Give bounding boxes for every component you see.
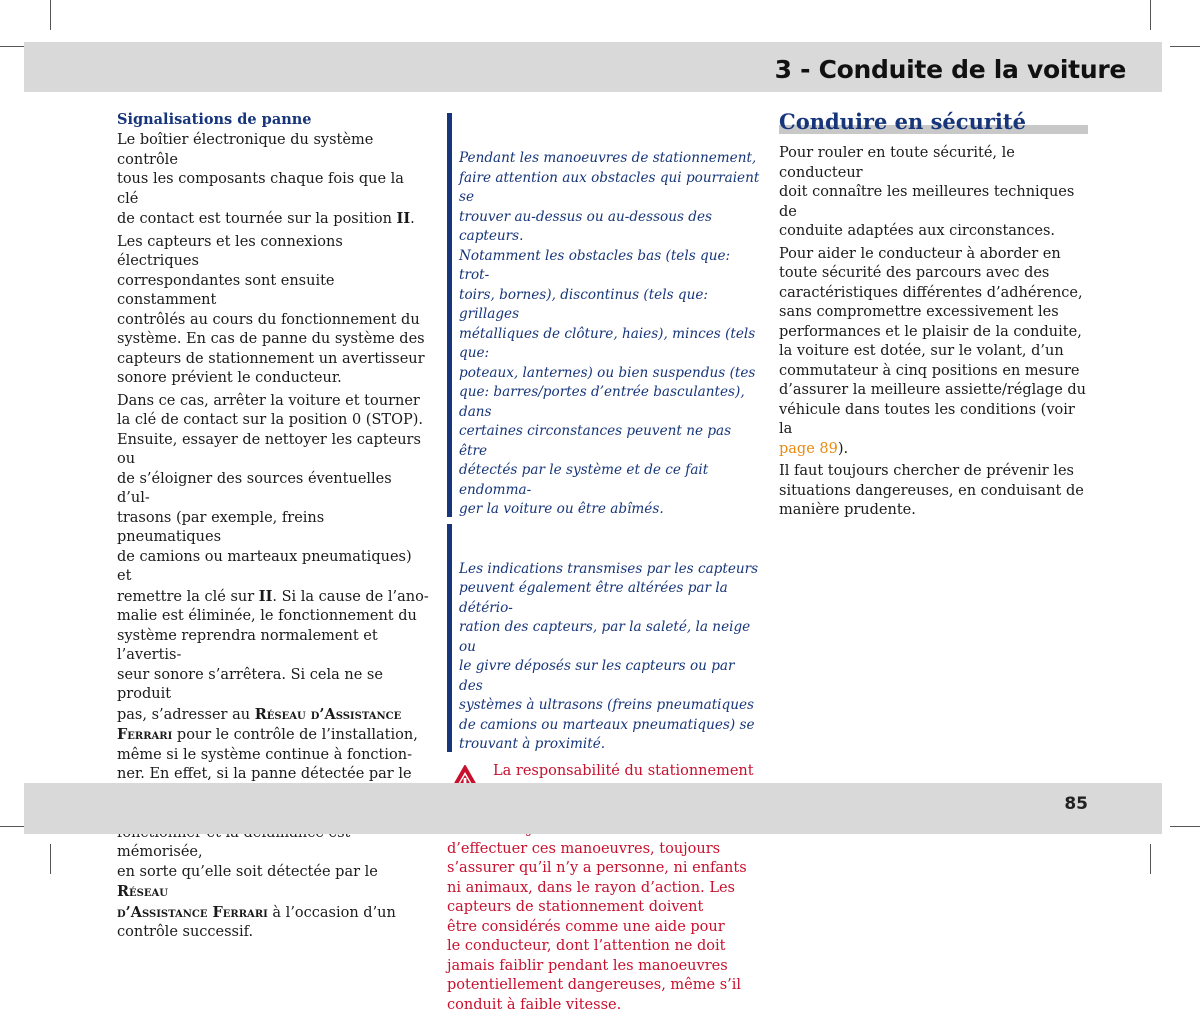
page-link[interactable]: page 89 [779,441,838,457]
warning-text: La responsabilité du stationnement [447,762,762,821]
column-middle [447,110,762,1015]
crop-mark [1170,46,1200,47]
footer-band [24,783,1162,834]
paragraph: Il faut toujours chercher de prévenir les situations dangereuses, en conduisant de manière prudente. [779,462,1089,521]
network-name: Réseau d’Assistance Ferrari [117,883,268,921]
chapter-title: 3 - Conduite de la voiture [775,55,1126,84]
column-right [779,110,1089,521]
note-bar [447,113,452,517]
paragraph: Pour aider le conducteur à aborder en toute sécurité des parcours avec des caractéristiques différentes d’adhérence, sans compromettre excessivement les performances et le plaisir de la conduite, la voiture est dotée, sur le volant, d’un commutateur à cinq positions en mesure d’assurer la meilleure assiette/réglage du véhicule dans toutes les conditions (voir la page 89). [779,245,1089,460]
section-title: Conduire en sécurité [779,110,1089,140]
crop-mark [1150,844,1151,874]
crop-mark [50,0,51,30]
crop-mark [1150,0,1151,30]
paragraph: Le boîtier électronique du système contrôle tous les composants chaque fois que la clé de contact est tournée sur la position II. [117,131,429,230]
paragraph: Dans ce cas, arrêter la voiture et tourner la clé de contact sur la position 0 (STOP). Ensuite, essayer de nettoyer les capteurs ou de s’éloigner des sources éventuelles d’ul- trasons (par exemple, freins pneumatiques de camions ou marteaux pneumatiques) et remettre la clé sur II. Si la cause de l’ano- malie est éliminée, le fonctionnement du système reprendra normalement et l’avertis- seur sonore s’arrêtera. Si cela ne se produit pas, s’adresser au Réseau d’Assistance Ferrari pour le contrôle de l’installation, même si le système continue à fonction- ner. En effet, si la panne détectée par le mémorisée, en sorte qu’elle soit détectée par le Réseau d’Assistance Ferrari à l’occasion d’un contrôle successif. [117,392,429,943]
crop-mark [1170,826,1200,827]
paragraph: Les capteurs et les connexions électriques correspondantes sont ensuite constamment contrôlés au cours du fonctionnement du système. En cas de panne du système des capteurs de stationnement un avertisseur sonore prévient le conducteur. [117,233,429,389]
page-number: 85 [1064,794,1088,814]
crop-mark [50,844,51,874]
note-block: Les indications transmises par les capteurs peuvent également être altérées par la détério- ration des capteurs, par la saleté, la neige ou le givre déposés sur les capteurs ou par des systèmes à ultrasons (freins pneumatiques de camions ou marteaux pneumatiques) se trouvant à proximité. [447,521,762,755]
note-bar [447,524,452,752]
warning-text: d’effectuer ces manoeuvres, toujours s’assurer qu’il n’y a personne, ni enfants ni animaux, dans le rayon d’action. Les capteurs de stationnement doivent être considérés comme une aide pour le conducteur, dont l’attention ne doit jamais faiblir pendant les manoeuvres potentiellement dangereuses, même s’il conduit à faible vitesse. [447,820,762,1015]
paragraph: Pour rouler en toute sécurité, le conducteur doit connaître les meilleures techniques de conduite adaptées aux circonstances. [779,144,1089,242]
network-name: Réseau d’Assistance Ferrari [117,706,401,744]
note-block: Pendant les manoeuvres de stationnement, faire attention aux obstacles qui pourraient se trouver au-dessus ou au-dessous des capteurs. Notamment les obstacles bas (tels que: trot- toirs, bornes), discontinus (tels que: grillages métalliques de clôture, haies), minces (tels que: poteaux, lanternes) ou bien suspendus (tes que: barres/portes d’entrée basculantes), dans certaines circonstances peuvent ne pas être détectés par le système et de ce fait endomma- ger la voiture ou être abîmés. [447,110,762,520]
section-subheading: Signalisations de panne [117,110,429,129]
